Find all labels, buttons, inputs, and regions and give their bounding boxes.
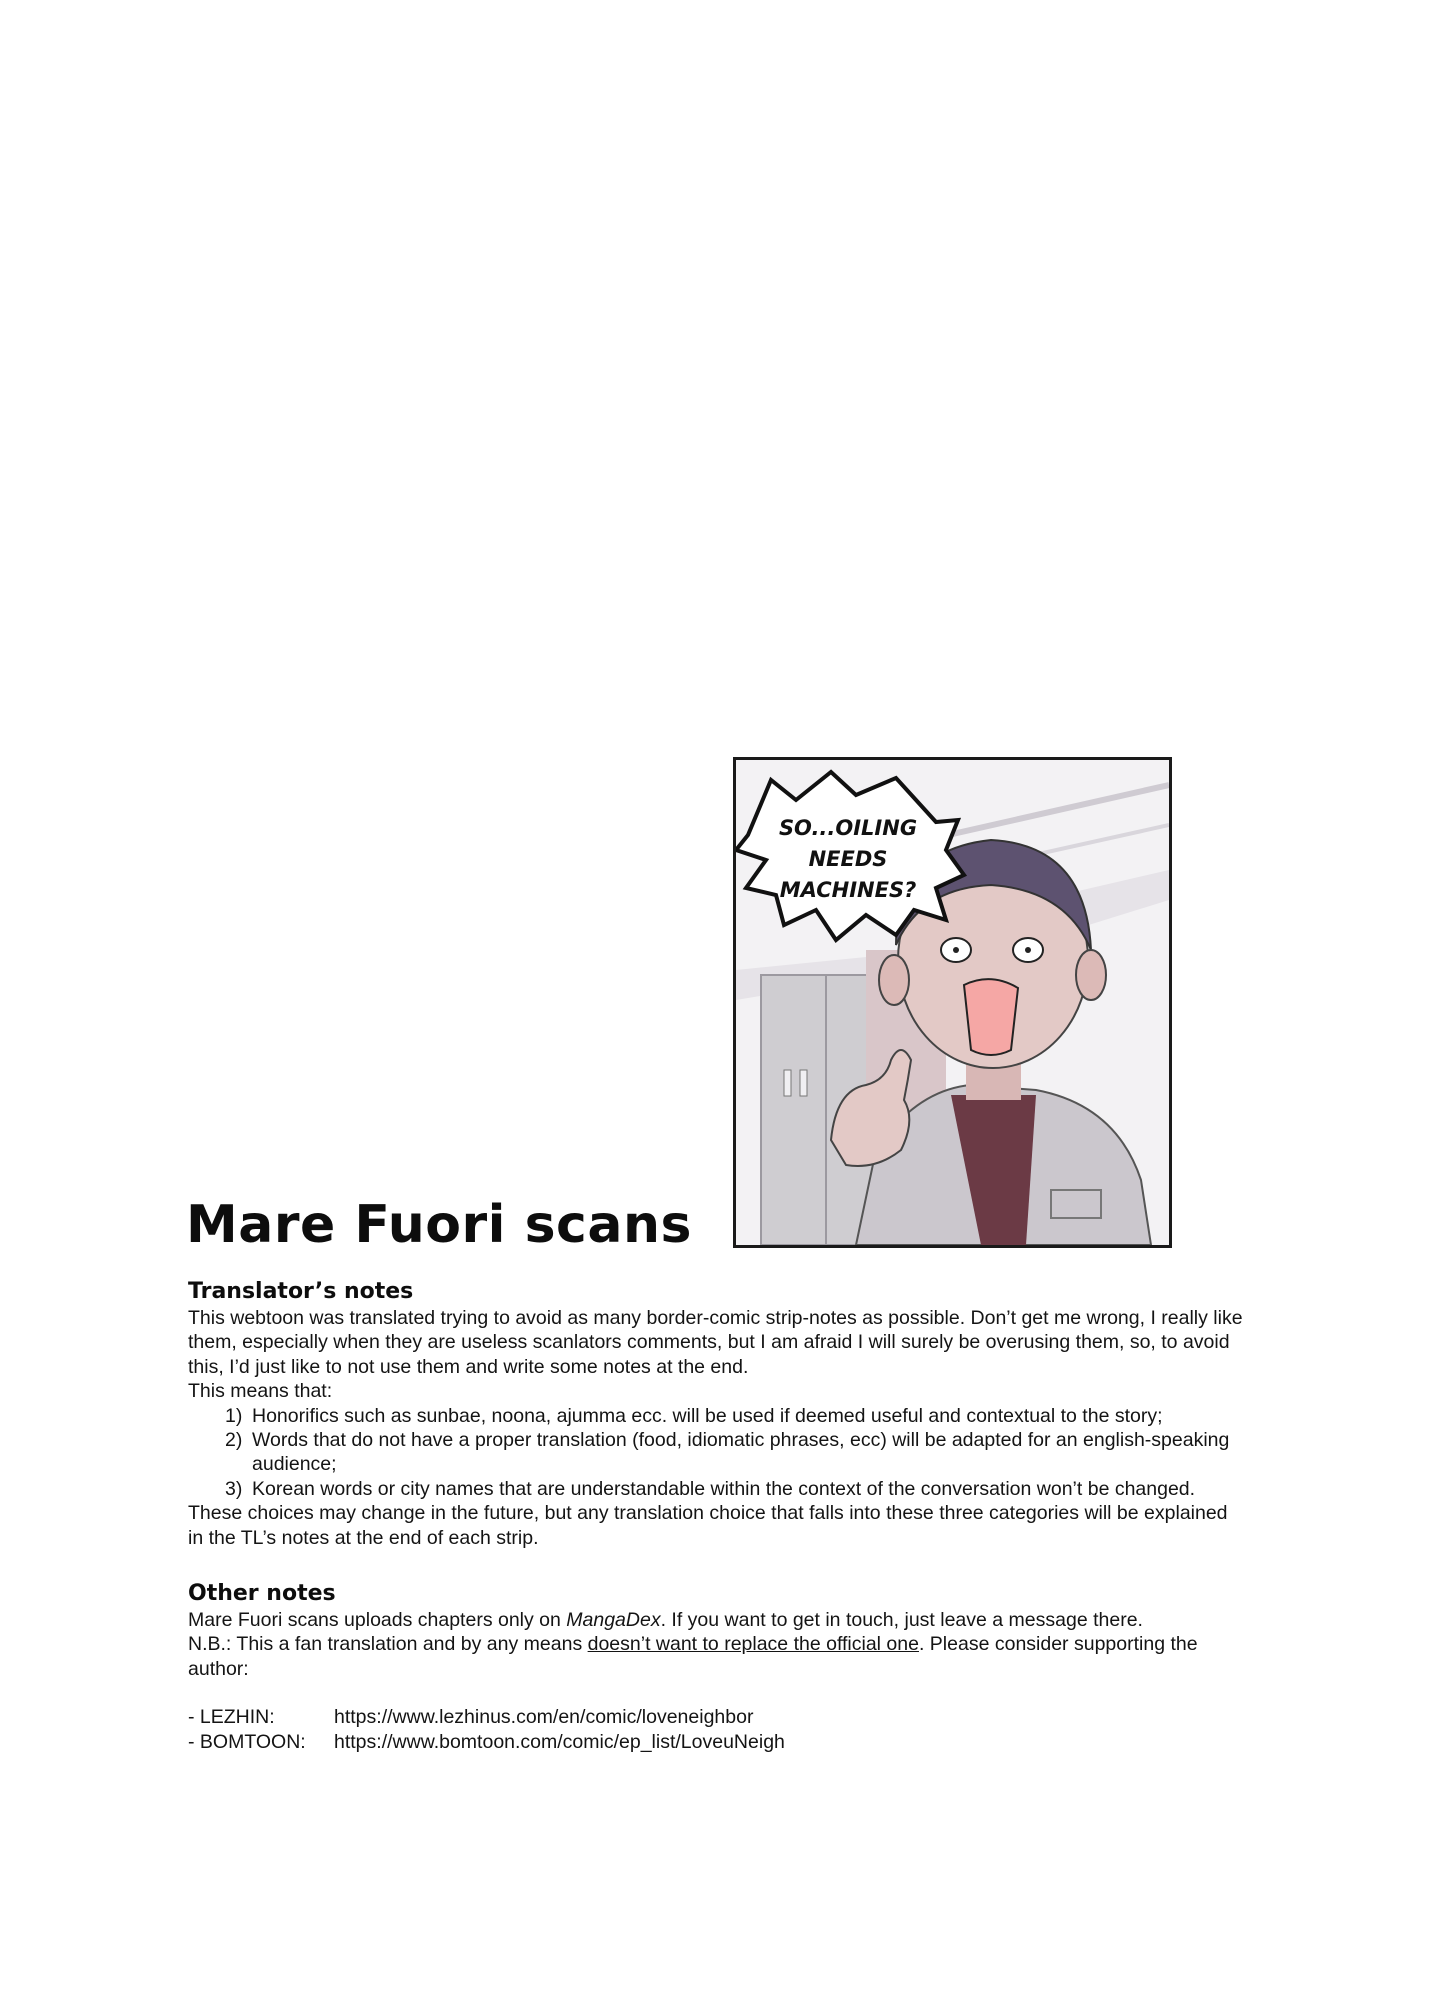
nb-note: N.B.: This a fan translation and by any means doesn’t want to replace the official one. Please consider supporting the author: (188, 1633, 1198, 1680)
author-links (188, 1705, 1248, 1754)
link-row-lezhin (188, 1705, 1248, 1729)
speech-line-1: SO...OILING (778, 816, 918, 840)
link-row-bomtoon (188, 1730, 1248, 1754)
link-url: https://www.bomtoon.com/comic/ep_list/LoveuNeigh (334, 1730, 785, 1753)
list-item: 1) Honorifics such as sunbae, noona, ajumma ecc. will be used if deemed useful and contextual to the story; (225, 1404, 1163, 1427)
speech-line-3: MACHINES? (779, 878, 917, 902)
cabinet-handle-right (800, 1070, 807, 1096)
translator-notes-intro: This webtoon was translated trying to avoid as many border-comic strip-notes as possible. Don’t get me wrong, I really like them, especially when they are useless scanlators comments, but I am afraid I will surely be overusing them, so, to avoid this, I’d just like to not use them and write some notes at the end. (188, 1307, 1243, 1378)
comic-panel (733, 757, 1172, 1248)
list-item: 3) Korean words or city names that are understandable within the context of the conversation won’t be changed. (225, 1477, 1196, 1500)
translator-notes-heading: Translator’s notes (188, 1279, 414, 1304)
pupil-right (1025, 947, 1031, 953)
open-mouth (964, 979, 1018, 1055)
brand-title: Mare Fuori scans (186, 1195, 692, 1255)
link-url: https://www.lezhinus.com/en/comic/loveneighbor (334, 1706, 754, 1729)
pupil-left (953, 947, 959, 953)
ear-right (1076, 950, 1106, 1000)
translator-notes-list (188, 1404, 1248, 1502)
ear-left (879, 955, 909, 1005)
mangadex-name: MangaDex (566, 1609, 661, 1632)
other-notes-line: Mare Fuori scans uploads chapters only on MangaDex. If you want to get in touch, just leave a message there. (188, 1609, 1143, 1632)
notes-section (188, 1278, 1248, 1754)
translator-notes-means: This means that: (188, 1380, 333, 1403)
link-label: - LEZHIN: (188, 1706, 275, 1729)
translator-notes-closing: These choices may change in the future, but any translation choice that falls into these three categories will be explained in the TL’s notes at the end of each strip. (188, 1502, 1228, 1549)
speech-line-2: NEEDS (808, 847, 888, 871)
official-note-underlined: doesn’t want to replace the official one (587, 1633, 919, 1656)
comic-panel-art (736, 760, 1169, 1245)
link-label: - BOMTOON: (188, 1730, 306, 1753)
other-notes-heading: Other notes (188, 1581, 336, 1607)
list-item: 2) Words that do not have a proper translation (food, idiomatic phrases, ecc) will be adapted for an english-speaking audience; (225, 1429, 1230, 1476)
cabinet-handle-left (784, 1070, 791, 1096)
